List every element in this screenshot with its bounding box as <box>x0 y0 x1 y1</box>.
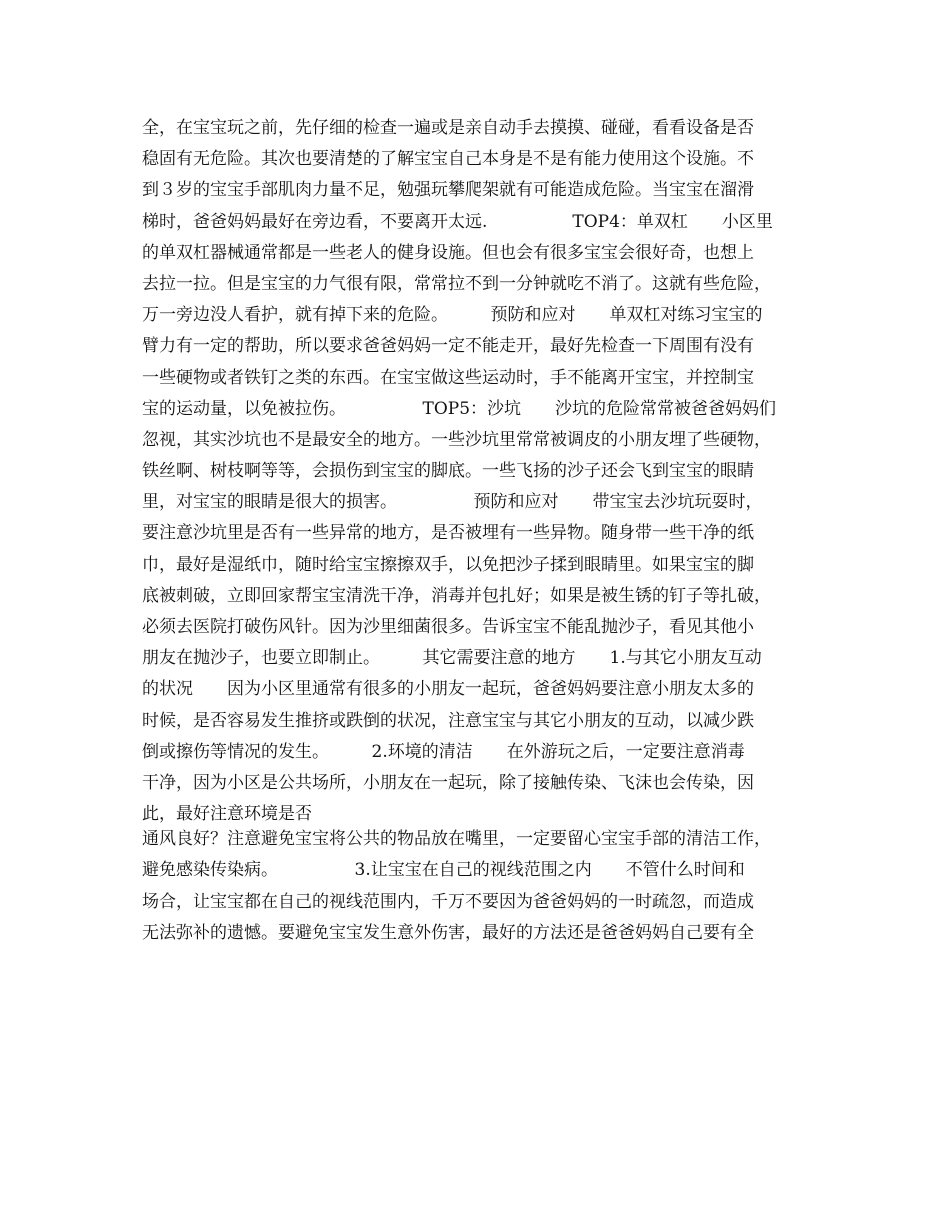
text-line: 通风良好？注意避免宝宝将公共的物品放在嘴里，一定要留心宝宝手部的清洁工作， <box>142 829 771 850</box>
text-line: 里，对宝宝的眼睛是很大的损害。 预防和应对 带宝宝去沙坑玩耍时， <box>142 492 763 513</box>
text-line: 臂力有一定的帮助，所以要求爸爸妈妈一定不能走开，最好先检查一下周围有没有 <box>142 336 754 357</box>
text-line: 的单双杠器械通常都是一些老人的健身设施。但也会有很多宝宝会很好奇，也想上 <box>142 242 754 263</box>
text-line: 时候，是否容易发生推挤或跌倒的状况，注意宝宝与其它小朋友的互动，以减少跌 <box>142 710 754 731</box>
text-line: 干净，因为小区是公共场所，小朋友在一起玩，除了接触传染、飞沫也会传染，因 <box>142 772 754 793</box>
text-line: 必须去医院打破伤风针。因为沙里细菌很多。告诉宝宝不能乱抛沙子，看见其他小 <box>142 617 754 637</box>
text-line: 倒或擦伤等情况的发生。 2.环境的清洁 在外游玩之后，一定要注意消毒 <box>142 741 745 762</box>
text-line: 朋友在抛沙子，也要立即制止。 其它需要注意的地方 1.与其它小朋友互动 <box>142 648 762 669</box>
text-line: 一些硬物或者铁钉之类的东西。在宝宝做这些运动时，手不能离开宝宝，并控制宝 <box>142 367 754 388</box>
text-line: 去拉一拉。但是宝宝的力气很有限，常常拉不到一分钟就吃不消了。这就有些危险， <box>142 273 771 294</box>
text-line: 避免感染传染病。 3.让宝宝在自己的视线范围之内 不管什么时间和 <box>142 860 745 881</box>
text-line: 巾，最好是湿纸巾，随时给宝宝擦擦双手，以免把沙子揉到眼睛里。如果宝宝的脚 <box>142 554 754 575</box>
text-line: 要注意沙坑里是否有一些异常的地方，是否被埋有一些异物。随身带一些干净的纸 <box>142 523 754 544</box>
text-line: 忽视，其实沙坑也不是最安全的地方。一些沙坑里常常被调皮的小朋友埋了些硬物， <box>142 429 771 450</box>
text-line: 底被刺破，立即回家帮宝宝清洗干净，消毒并包扎好；如果是被生锈的钉子等扎破， <box>142 585 771 606</box>
text-line: 铁丝啊、树枝啊等等，会损伤到宝宝的脚底。一些飞扬的沙子还会飞到宝宝的眼睛 <box>142 461 754 482</box>
text-line: 的状况 因为小区里通常有很多的小朋友一起玩，爸爸妈妈要注意小朋友太多的 <box>142 679 754 700</box>
body-text <box>142 113 832 949</box>
text-line: 无法弥补的遗憾。要避免宝宝发生意外伤害，最好的方法还是爸爸妈妈自己要有全 <box>142 922 754 943</box>
text-line: 稳固有无危险。其次也要清楚的了解宝宝自己本身是不是有能力使用这个设施。不 <box>142 149 754 170</box>
text-line: 梯时，爸爸妈妈最好在旁边看，不要离开太远. TOP4：单双杠 小区里 <box>142 211 773 232</box>
text-line: 此，最好注意环境是否 <box>142 804 312 825</box>
text-line: 全，在宝宝玩之前，先仔细的检查一遍或是亲自动手去摸摸、碰碰，看看设备是否 <box>142 118 754 138</box>
text-line: 场合，让宝宝都在自己的视线范围内，千万不要因为爸爸妈妈的一时疏忽，而造成 <box>142 891 754 912</box>
text-line: 到３岁的宝宝手部肌肉力量不足，勉强玩攀爬架就有可能造成危险。当宝宝在溜滑 <box>142 180 754 201</box>
text-line: 万一旁边没人看护，就有掉下来的危险。 预防和应对 单双杠对练习宝宝的 <box>142 305 763 326</box>
text-line: 宝的运动量，以免被拉伤。 TOP5：沙坑 沙坑的危险常常被爸爸妈妈们 <box>142 398 777 419</box>
